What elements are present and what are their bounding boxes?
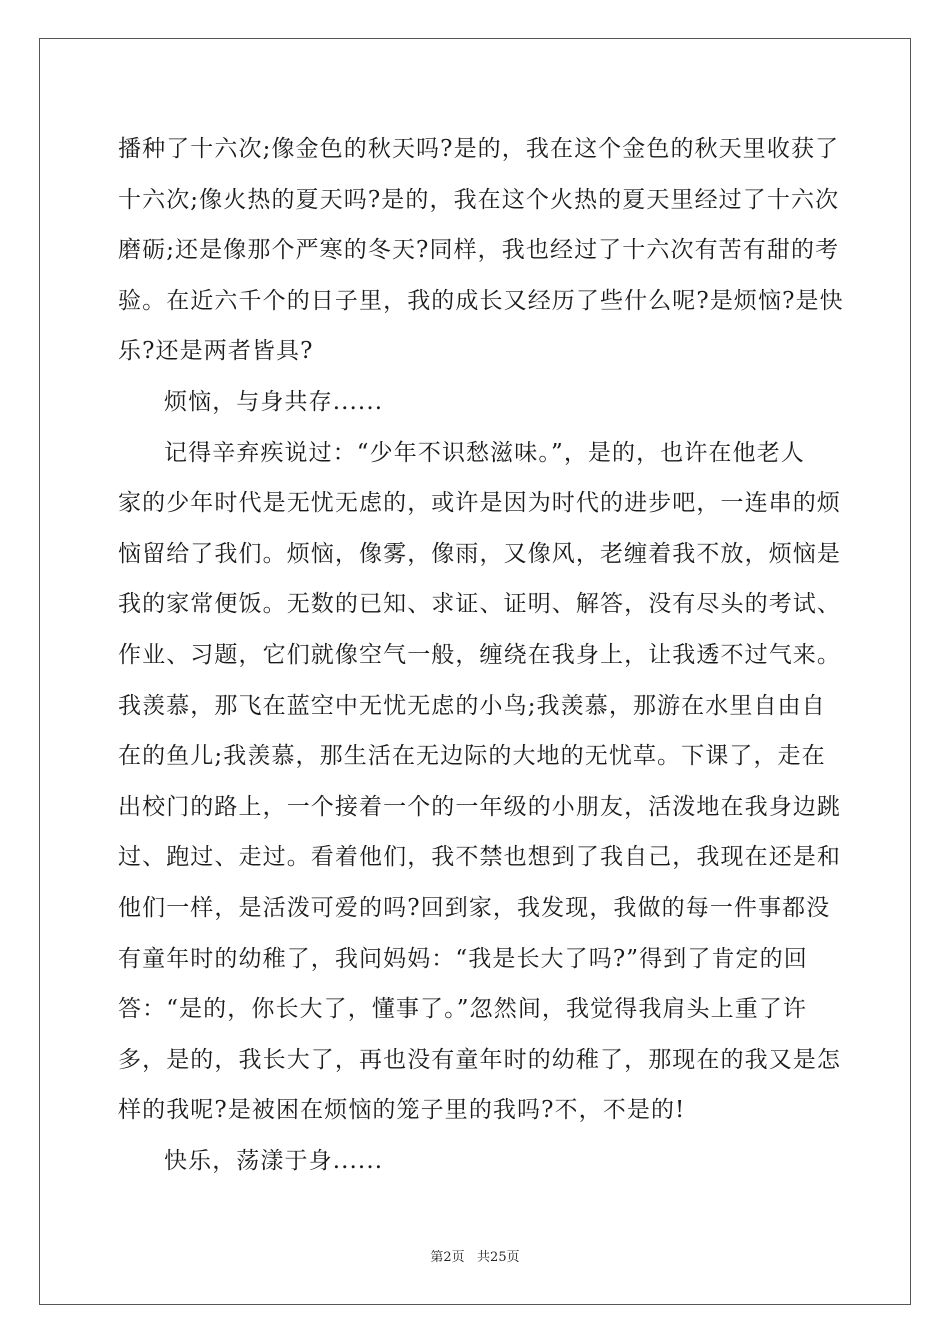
section-heading-worry: 烦恼，与身共存...... [164, 388, 384, 415]
text-line: 过、跑过、走过。看着他们，我不禁也想到了我自己，我现在还是和 [118, 844, 841, 871]
text-line: 答：“是的，你长大了，懂事了。”忽然间，我觉得我肩头上重了许 [118, 996, 808, 1023]
text-line: 我的家常便饭。无数的已知、求证、证明、解答，没有尽头的考试、 [118, 591, 841, 618]
text-line: 多，是的，我长大了，再也没有童年时的幼稚了，那现在的我又是怎 [118, 1046, 841, 1073]
text-line: 恼留给了我们。烦恼，像雾，像雨，又像风，老缠着我不放，烦恼是 [118, 540, 841, 567]
text-line: 播种了十六次;像金色的秋天吗?是的，我在这个金色的秋天里收获了 [118, 136, 840, 162]
page-number-footer: 第2页 共25页 [430, 1250, 520, 1265]
text-line: 出校门的路上，一个接着一个的一年级的小朋友，活泼地在我身边跳 [118, 793, 841, 820]
text-line: 样的我呢?是被困在烦恼的笼子里的我吗?不，不是的! [118, 1097, 686, 1124]
text-line: 磨砺;还是像那个严寒的冬天?同样，我也经过了十六次有苦有甜的考 [118, 237, 840, 264]
text-line: 验。在近六千个的日子里，我的成长又经历了些什么呢?是烦恼?是快 [118, 287, 844, 314]
text-line: 十六次;像火热的夏天吗?是的，我在这个火热的夏天里经过了十六次 [118, 186, 840, 213]
text-line: 他们一样，是活泼可爱的吗?回到家，我发现，我做的每一件事都没 [118, 894, 831, 921]
text-line: 乐?还是两者皆具? [118, 338, 314, 365]
document-body [118, 124, 844, 1186]
text-line: 我羡慕，那飞在蓝空中无忧无虑的小鸟;我羡慕，那游在水里自由自 [118, 692, 826, 719]
paragraph-start: 记得辛弃疾说过：“少年不识愁滋味。”，是的，也许在他老人 [164, 439, 805, 466]
text-line: 有童年时的幼稚了，我问妈妈：“我是长大了吗?”得到了肯定的回 [118, 945, 808, 972]
text-line: 作业、习题，它们就像空气一般，缠绕在我身上，让我透不过气来。 [118, 641, 841, 668]
text-line: 家的少年时代是无忧无虑的，或许是因为时代的进步吧，一连串的烦 [118, 490, 841, 517]
text-line: 在的鱼儿;我羡慕，那生活在无边际的大地的无忧草。下课了，走在 [118, 743, 826, 770]
section-heading-joy: 快乐，荡漾于身...... [164, 1147, 384, 1174]
